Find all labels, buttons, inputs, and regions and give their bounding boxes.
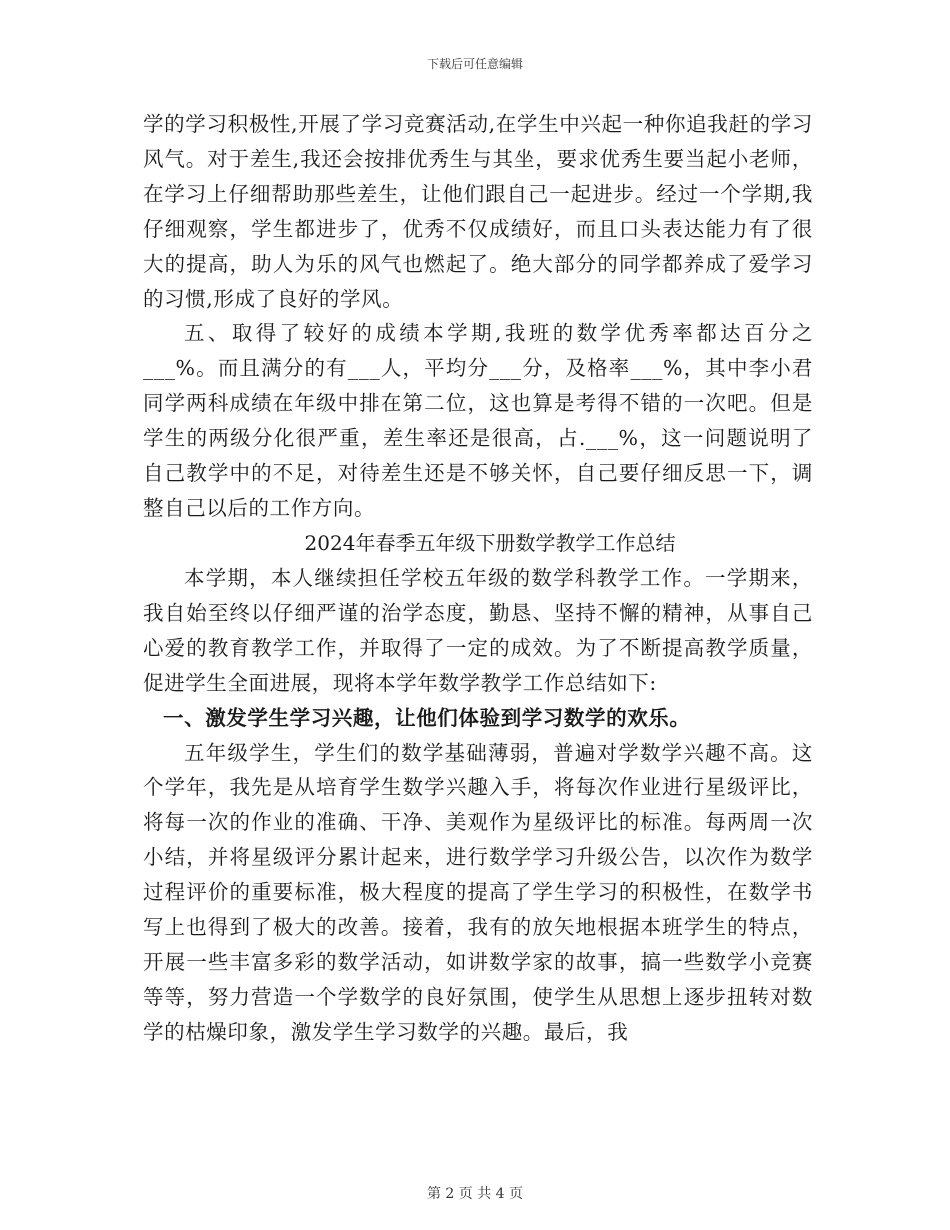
paragraph-1: 学的学习积极性,开展了学习竞赛活动,在学生中兴起一种你追我赶的学习风气。对于差生,我还会按排优秀生与其坐，要求优秀生要当起小老师，在学习上仔细帮助那些差生，让他们跟自己一起进步。经过一个学期,我仔细观察，学生都进步了，优秀不仅成绩好，而且口头表达能力有了很大的提高，助人为乐的风气也燃起了。绝大部分的同学都养成了爱学习的习惯,形成了良好的学风。 <box>143 112 813 311</box>
page-footer: 第 2 页 共 4 页 <box>426 1186 524 1202</box>
document-body <box>143 107 813 1050</box>
page-header: 下载后可任意编辑 <box>426 57 523 71</box>
paragraph-4: 五年级学生，学生们的数学基础薄弱，普遍对学数学兴趣不高。这个学年，我先是从培育学生数学兴趣入手，将每次作业进行星级评比，将每一次的作业的准确、干净、美观作为星级评比的标准。每两周一次小结，并将星级评分累计起来，进行数学学习升级公告，以次作为数学过程评价的重要标准，极大程度的提高了学生学习的积极性，在数学书写上也得到了极大的改善。接着，我有的放矢地根据本班学生的特点，开展一些丰富多彩的数学活动，如讲数学家的故事，搞一些数学小竞赛等等，努力营造一个学数学的良好氛围，使学生从思想上逐步扭转对数学的枯燥印象，激发学生学习数学的兴趣。最后，我 <box>143 740 813 1044</box>
section-heading-1: 一、激发学生学习兴趣，让他们体验到学习数学的欢乐。 <box>163 705 691 730</box>
paragraph-2: 五、取得了较好的成绩本学期,我班的数学优秀率都达百分之___%。而且满分的有___人，平均分___分，及格率___%，其中李小君同学两科成绩在年级中排在第二位，这也算是考得不错的一次吧。但是学生的两级分化很严重，差生率还是很高，占.___%，这一问题说明了自己教学中的不足，对待差生还是不够关怀，自己要仔细反思一下，调整自己以后的工作方向。 <box>143 321 813 520</box>
document-title: 2024年春季五年级下册数学教学工作总结 <box>304 530 676 555</box>
paragraph-3: 本学期，本人继续担任学校五年级的数学科教学工作。一学期来，我自始至终以仔细严谨的治学态度，勤恳、坚持不懈的精神，从事自己心爱的教育教学工作，并取得了一定的成效。为了不断提高教学质量，促进学生全面进展，现将本学年数学教学工作总结如下: <box>143 565 813 695</box>
